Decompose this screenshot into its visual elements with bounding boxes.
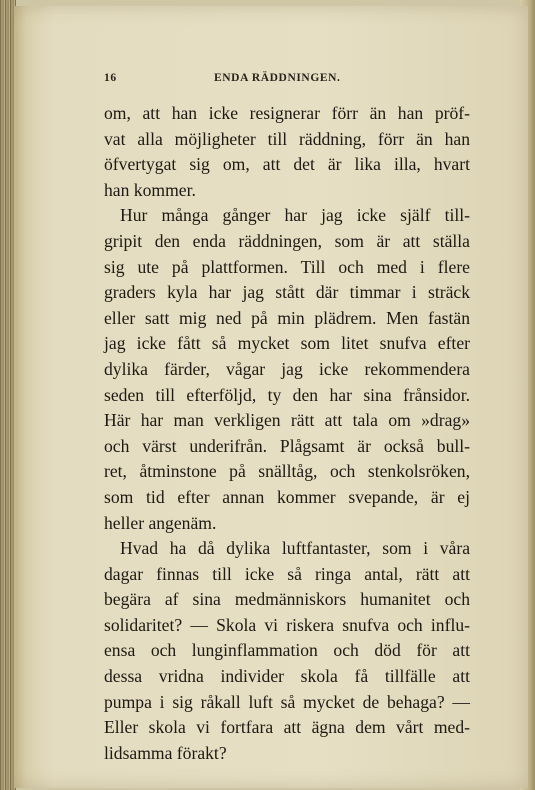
text-line: jag icke fått så mycket som litet snufva efter — [104, 333, 470, 354]
text-line: dylika färder, vågar jag icke rekommendera — [104, 358, 470, 379]
text-line: graders kyla har jag stått där timmar i sträck — [104, 282, 470, 303]
page-header — [104, 70, 466, 88]
text-line: begära af sina medmänniskors humanitet och — [104, 589, 470, 610]
text-line: seden till efterföljd, ty den har sina frånsidor. — [104, 384, 470, 405]
text-line: lidsamma förakt? — [104, 742, 227, 763]
running-title: ENDA RÄDDNINGEN. — [214, 72, 341, 84]
text-line: dessa vridna individer skola få tillfälle att — [104, 666, 470, 687]
page-number: 16 — [104, 72, 117, 84]
text-line: heller angenäm. — [104, 512, 217, 533]
text-line: sig ute på plattformen. Till och med i flere — [104, 256, 470, 277]
text-line: han kommer. — [104, 179, 196, 200]
text-line: Hvad ha då dylika luftfantaster, som i våra — [120, 538, 470, 559]
text-line: pumpa i sig råkall luft så mycket de behaga? — — [104, 691, 470, 712]
text-line: Hur många gånger har jag icke själf till- — [120, 205, 470, 226]
text-line: som tid efter annan kommer svepande, är ej — [104, 486, 470, 507]
body-text — [104, 101, 470, 766]
text-line: vat alla möjligheter till räddning, förr än han — [104, 128, 470, 149]
text-line: solidaritet? — Skola vi riskera snufva och influ- — [104, 614, 470, 635]
text-line: ensa och lunginflammation och död för att — [104, 640, 470, 661]
text-line: dagar finnas till icke så ringa antal, rätt att — [104, 563, 470, 584]
text-line: Eller skola vi fortfara att ägna dem vårt med- — [104, 717, 470, 738]
text-line: eller satt mig ned på min plädrem. Men fastän — [104, 307, 470, 328]
text-line: ret, åtminstone på snälltåg, och stenkolsröken, — [104, 461, 470, 482]
text-line: gripit den enda räddningen, som är att ställa — [104, 230, 470, 251]
text-line: Här har man verkligen rätt att tala om »drag» — [104, 410, 470, 431]
text-line: om, att han icke resignerar förr än han pröf- — [104, 103, 470, 123]
text-line: öfvertygat sig om, att det är lika illa, hvart — [104, 154, 470, 175]
text-line: och värst underifrån. Plågsamt är också bull- — [104, 435, 470, 456]
